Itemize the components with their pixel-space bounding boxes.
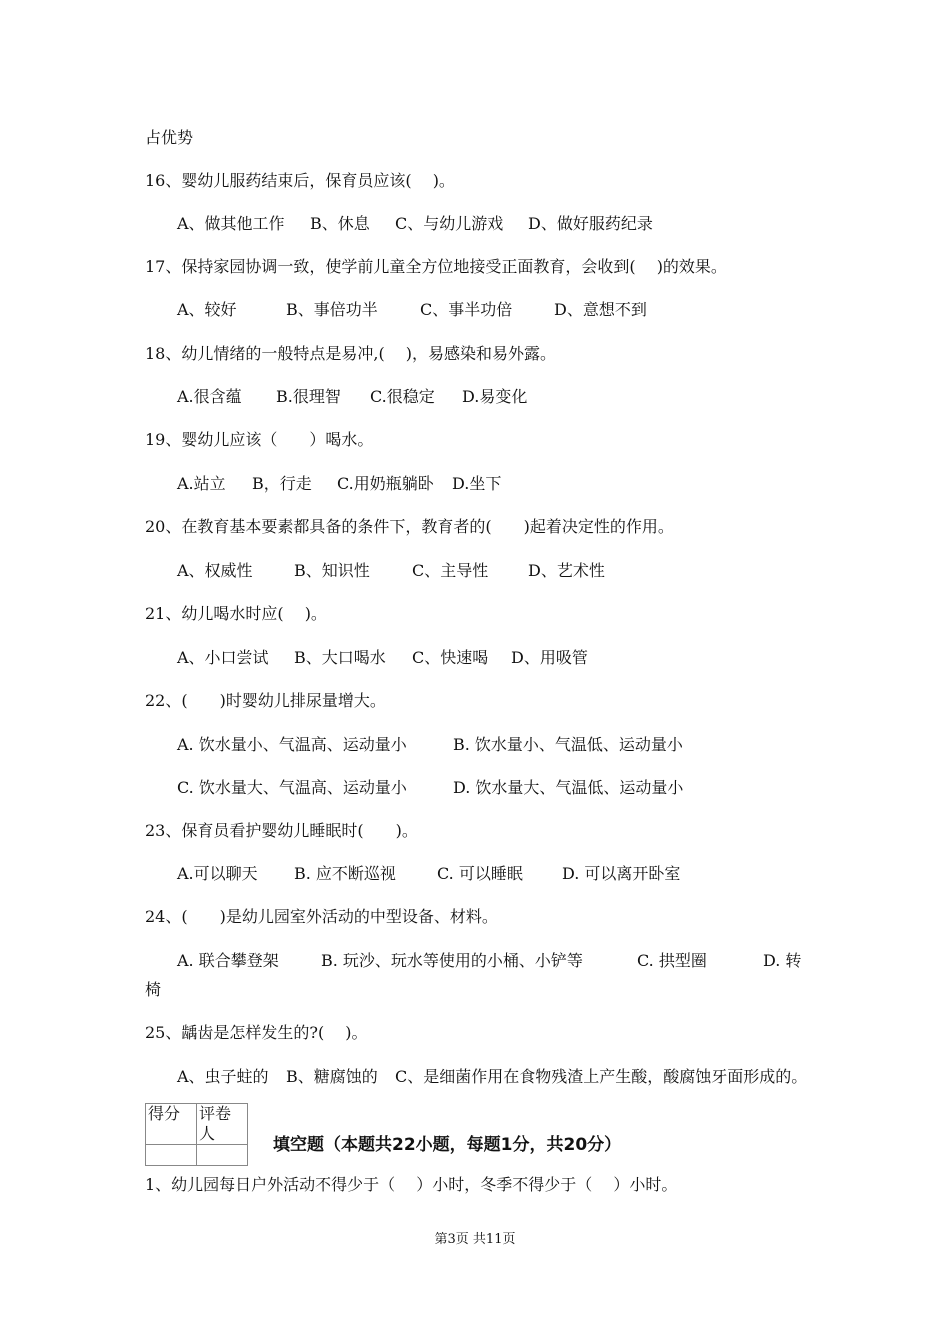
- fill-question-1: 1、幼儿园每日户外活动不得少于（ ）小时，冬季不得少于（ ）小时。: [145, 1175, 678, 1194]
- option-a: A. 联合攀登架: [177, 951, 279, 970]
- option-d: D、意想不到: [554, 300, 647, 319]
- option-a: A、做其他工作: [177, 214, 285, 233]
- option-c: C. 可以睡眠: [437, 864, 523, 883]
- score-label: 得分: [146, 1104, 197, 1145]
- option-b: B、糖腐蚀的: [286, 1067, 378, 1086]
- grader-label: 评卷人: [197, 1104, 248, 1145]
- option-b: B、大口喝水: [294, 648, 386, 667]
- question-16: 16、婴幼儿服药结束后，保育员应该( )。: [145, 171, 455, 190]
- option-d: D. 可以离开卧室: [562, 864, 681, 883]
- option-b: B.很理智: [276, 387, 341, 406]
- option-a: A.很含蕴: [177, 387, 242, 406]
- option-d: D、艺术性: [528, 561, 605, 580]
- page-footer: 第3页 共11页: [434, 1232, 516, 1247]
- option-b: B、休息: [310, 214, 370, 233]
- option-a: A.站立: [177, 474, 226, 493]
- option-b: B. 玩沙、玩水等使用的小桶、小铲等: [321, 951, 583, 970]
- question-22: 22、( )时婴幼儿排尿量增大。: [145, 691, 386, 710]
- question-23: 23、保育员看护婴幼儿睡眠时( )。: [145, 821, 418, 840]
- option-c: C、与幼儿游戏: [395, 214, 504, 233]
- option-d: D、做好服药纪录: [528, 214, 653, 233]
- grader-cell[interactable]: [197, 1145, 248, 1166]
- option-b: B，行走: [252, 474, 312, 493]
- option-d: D. 饮水量大、气温低、运动量小: [453, 778, 684, 797]
- option-a: A、较好: [177, 300, 237, 319]
- question-19: 19、婴幼儿应该（ ）喝水。: [145, 430, 374, 449]
- option-d: D、用吸管: [511, 648, 588, 667]
- option-c: C、快速喝: [412, 648, 489, 667]
- option-a: A、虫子蛀的: [177, 1067, 269, 1086]
- option-a: A.可以聊天: [177, 864, 258, 883]
- option-c: C. 拱型圈: [637, 951, 707, 970]
- option-d: D. 转: [763, 951, 802, 970]
- question-17: 17、保持家园协调一致，使学前儿童全方位地接受正面教育，会收到( )的效果。: [145, 257, 727, 276]
- option-b: B. 应不断巡视: [294, 864, 396, 883]
- option-a: A. 饮水量小、气温高、运动量小: [177, 735, 407, 754]
- option-d: D.坐下: [452, 474, 502, 493]
- option-c: C. 饮水量大、气温高、运动量小: [177, 778, 407, 797]
- option-c: C.很稳定: [370, 387, 435, 406]
- option-c: C、主导性: [412, 561, 489, 580]
- question-20: 20、在教育基本要素都具备的条件下，教育者的( )起着决定性的作用。: [145, 517, 674, 536]
- option-b: B. 饮水量小、气温低、运动量小: [453, 735, 683, 754]
- option-c: C、是细菌作用在食物残渣上产生酸，酸腐蚀牙面形成的。: [395, 1067, 808, 1086]
- option-a: A、权威性: [177, 561, 253, 580]
- question-18: 18、幼儿情绪的一般特点是易冲,( )，易感染和易外露。: [145, 344, 557, 363]
- score-box: [145, 1103, 248, 1166]
- question-25: 25、龋齿是怎样发生的?( )。: [145, 1023, 368, 1042]
- option-b: B、事倍功半: [286, 300, 378, 319]
- question-24-option-d-wrap: 椅: [145, 980, 162, 999]
- option-d: D.易变化: [462, 387, 528, 406]
- carryover-text: 占优势: [145, 128, 194, 147]
- question-21: 21、幼儿喝水时应( )。: [145, 604, 327, 623]
- option-c: C.用奶瓶躺卧: [337, 474, 434, 493]
- option-c: C、事半功倍: [420, 300, 513, 319]
- section-title: 填空题（本题共22小题，每题1分，共20分）: [273, 1135, 622, 1155]
- question-24: 24、( )是幼儿园室外活动的中型设备、材料。: [145, 907, 498, 926]
- option-a: A、小口尝试: [177, 648, 269, 667]
- option-b: B、知识性: [294, 561, 370, 580]
- score-cell[interactable]: [146, 1145, 197, 1166]
